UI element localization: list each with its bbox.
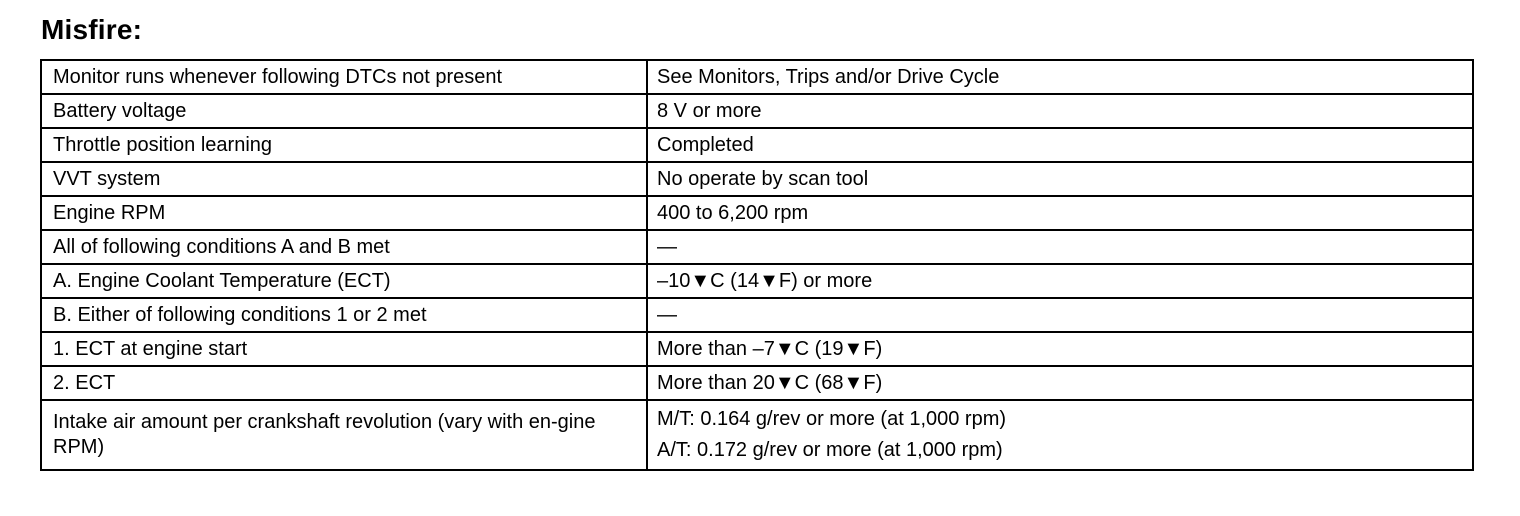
- condition-value: See Monitors, Trips and/or Drive Cycle: [647, 60, 1473, 94]
- table-row: [41, 94, 1473, 128]
- table-row: [41, 128, 1473, 162]
- table-row: [41, 298, 1473, 332]
- condition-value: —: [647, 230, 1473, 264]
- condition-label: 1. ECT at engine start: [41, 332, 647, 366]
- condition-label: Intake air amount per crankshaft revolution (vary with en-gine RPM): [41, 400, 647, 470]
- table-row: [41, 60, 1473, 94]
- table-row: [41, 196, 1473, 230]
- value-line: A/T: 0.172 g/rev or more (at 1,000 rpm): [657, 439, 1003, 461]
- condition-value: —: [647, 298, 1473, 332]
- condition-value: No operate by scan tool: [647, 162, 1473, 196]
- table-row: [41, 332, 1473, 366]
- condition-value: –10▼C (14▼F) or more: [647, 264, 1473, 298]
- table-row: [41, 400, 1473, 470]
- page-title: Misfire:: [41, 14, 143, 45]
- table-row: [41, 230, 1473, 264]
- condition-label: All of following conditions A and B met: [41, 230, 647, 264]
- table-row: [41, 366, 1473, 400]
- condition-value: 8 V or more: [647, 94, 1473, 128]
- condition-label: 2. ECT: [41, 366, 647, 400]
- value-line: M/T: 0.164 g/rev or more (at 1,000 rpm): [657, 408, 1007, 430]
- condition-label: Battery voltage: [41, 94, 647, 128]
- table-row: [41, 162, 1473, 196]
- condition-label: VVT system: [41, 162, 647, 196]
- condition-label: Monitor runs whenever following DTCs not present: [41, 60, 647, 94]
- conditions-table: [40, 59, 1474, 471]
- condition-label: A. Engine Coolant Temperature (ECT): [41, 264, 647, 298]
- condition-value: 400 to 6,200 rpm: [647, 196, 1473, 230]
- condition-value: Completed: [647, 128, 1473, 162]
- condition-value: [647, 400, 1473, 470]
- condition-value: More than 20▼C (68▼F): [647, 366, 1473, 400]
- condition-label: Engine RPM: [41, 196, 647, 230]
- table-row: [41, 264, 1473, 298]
- condition-label: B. Either of following conditions 1 or 2 met: [41, 298, 647, 332]
- condition-value: More than –7▼C (19▼F): [647, 332, 1473, 366]
- condition-label: Throttle position learning: [41, 128, 647, 162]
